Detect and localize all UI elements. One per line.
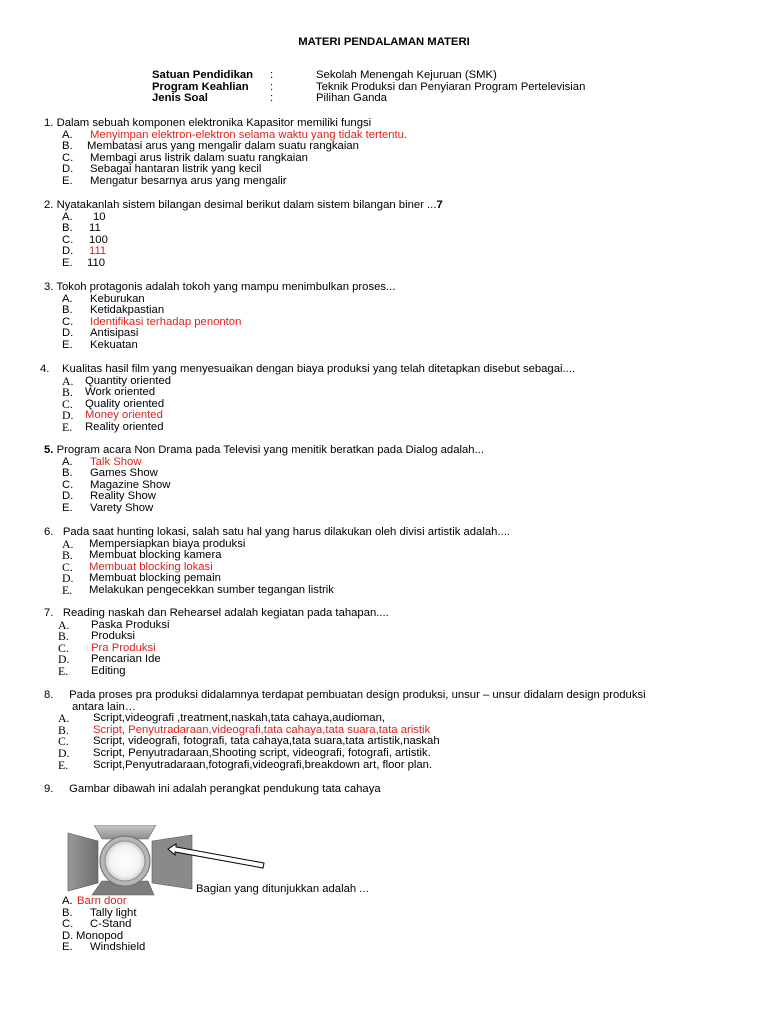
question-number: 9.	[44, 783, 54, 795]
option-text: Work oriented	[85, 386, 156, 399]
option-text: Pencarian Ide	[91, 653, 161, 666]
question-stem-line-2: antara lain…	[72, 700, 137, 713]
option-letter: D.	[62, 163, 74, 176]
option-text: Sebagai hantaran listrik yang kecil	[90, 163, 262, 176]
question-text: Nyatakanlah sistem bilangan desimal berikut dalam sistem bilangan biner ...	[56, 199, 437, 211]
option-text: Barn door	[77, 895, 127, 907]
question-stem	[44, 784, 381, 796]
option-text: Script, Penyutradaraan,videografi,tata cahaya,tata suara,tata aristik	[93, 723, 431, 736]
option-letter: A.	[62, 292, 73, 305]
meta-value: Teknik Produksi dan Penyiaran Program Pertelevisian	[316, 80, 586, 93]
question-number: 8.	[44, 689, 54, 701]
question-stem	[44, 445, 484, 457]
option-text: Membatasi arus yang mengalir dalam suatu rangkaian	[87, 140, 359, 153]
option-letter: C.	[62, 478, 74, 491]
option-letter: D.	[62, 327, 74, 340]
option-letter: B.	[62, 222, 73, 235]
option-letter: D.	[62, 929, 74, 942]
option-letter: A.	[58, 617, 70, 632]
option-letter: E.	[62, 339, 73, 351]
option-letter: E.	[62, 257, 73, 269]
question-number: 7.	[44, 607, 54, 619]
option-text: Mempersiapkan biaya produksi	[89, 537, 246, 550]
option-text: Script, Penyutradaraan,Shooting script, videografi, fotografi, artistik.	[93, 747, 431, 759]
option-text: Ketidakpastian	[90, 304, 165, 317]
option-letter: B.	[62, 467, 73, 480]
question-stem	[44, 690, 646, 702]
option-letter: C.	[62, 559, 73, 574]
option-letter: E.	[62, 941, 73, 954]
question-number: 1.	[44, 117, 54, 129]
option-text: Script,videografi ,treatment,naskah,tata cahaya,audioman,	[93, 712, 386, 725]
option-letter: B.	[58, 629, 69, 644]
meta-sep: :	[270, 69, 274, 81]
option-letter: D.	[62, 408, 74, 423]
question-stem	[40, 364, 575, 376]
option-text: Paska Produksi	[91, 618, 170, 631]
option-letter: A.	[62, 210, 73, 223]
option-text: Magazine Show	[90, 478, 171, 491]
option-letter: C.	[62, 233, 74, 246]
question-text: Pada saat hunting lokasi, salah satu hal yang harus dilakukan oleh divisi artistik adalah....	[62, 526, 510, 538]
question-text: Reading naskah dan Rehearsel adalah kegiatan pada tahapan....	[62, 607, 389, 619]
option-text: C-Stand	[90, 918, 132, 931]
option-text: Games Show	[90, 467, 158, 480]
option-letter: E.	[62, 175, 73, 187]
option-text: Tally light	[90, 906, 137, 919]
option-letter: A.	[62, 895, 73, 907]
option-text: Reality Show	[90, 490, 156, 503]
option-letter: B.	[62, 385, 73, 400]
option-text: Script, videografi, fotografi, tata cahaya,tata suara,tata artistik,naskah	[93, 735, 440, 748]
question-number: 6.	[44, 526, 54, 538]
option-letter: C.	[62, 315, 74, 328]
option-text: Talk Show	[90, 455, 142, 468]
option-text: Keburukan	[90, 292, 145, 305]
option-letter: C.	[62, 151, 74, 164]
option-letter: B.	[62, 548, 73, 563]
option-letter: A.	[62, 128, 73, 141]
option-letter: A.	[62, 536, 74, 551]
question-text: Dalam sebuah komponen elektronika Kapasitor memiliki fungsi	[56, 117, 372, 129]
option-text: Reality oriented	[85, 421, 164, 433]
option-letter: A.	[62, 373, 74, 388]
option-text: Quality oriented	[85, 397, 165, 410]
option-text: Windshield	[90, 941, 146, 954]
option-letter: B.	[62, 906, 73, 919]
option-letter: C.	[62, 918, 74, 931]
option-text: 10	[93, 210, 106, 223]
meta-sep: :	[270, 92, 274, 105]
option-text: Mengatur besarnya arus yang mengalir	[90, 175, 287, 187]
option-text: Identifikasi terhadap penonton	[90, 315, 242, 328]
option-text: 11	[89, 222, 101, 235]
meta-sep: :	[270, 80, 274, 93]
option-letter: C.	[62, 396, 73, 411]
option-text: Membuat blocking pemain	[89, 572, 221, 585]
question-text: Kualitas hasil film yang menyesuaikan dengan biaya produksi yang telah ditetapkan disebut sebagai....	[61, 363, 576, 375]
option-text: 110	[87, 257, 106, 269]
question-stem	[44, 118, 371, 130]
option-letter: E.	[58, 664, 69, 678]
option-letter: D.	[58, 746, 70, 760]
option-text: Antisipasi	[90, 327, 139, 340]
option-text: Melakukan pengecekkan sumber tegangan listrik	[89, 584, 334, 596]
question-text-bold: 7	[436, 199, 443, 211]
option-letter: D.	[58, 652, 70, 667]
option-text: Quantity oriented	[85, 374, 172, 387]
option-text: Membagi arus listrik dalam suatu rangkaian	[90, 151, 308, 164]
meta-label: Satuan Pendidikan	[152, 69, 254, 81]
question-text: Pada proses pra produksi didalamnya terdapat pembuatan design produksi, unsur – unsur didalam design produksi	[69, 689, 646, 701]
question-number: 2.	[44, 199, 54, 211]
option-letter: B.	[58, 722, 69, 737]
question-number: 3.	[44, 281, 54, 293]
option-text: Membuat blocking kamera	[89, 549, 222, 562]
page-title: MATERI PENDALAMAN MATERI	[298, 36, 470, 48]
question-text: Gambar dibawah ini adalah perangkat pendukung tata cahaya	[69, 783, 381, 795]
option-text: Script,Penyutradaraan,fotografi,videografi,breakdown art, floor plan.	[93, 758, 433, 771]
question-text: Tokoh protagonis adalah tokoh yang mampu menimbulkan proses...	[56, 281, 396, 293]
question-stem	[44, 527, 510, 539]
option-text: Money oriented	[85, 409, 163, 422]
option-letter: E.	[62, 420, 73, 434]
option-letter: A.	[62, 455, 73, 468]
meta-value: Sekolah Menengah Kejuruan (SMK)	[316, 69, 497, 81]
question-stem	[44, 200, 443, 212]
meta-value: Pilihan Ganda	[316, 92, 387, 105]
option-text: Produksi	[91, 630, 135, 643]
option-letter: D.	[62, 245, 74, 258]
option-letter: D.	[62, 571, 74, 586]
option-text: Kekuatan	[90, 339, 138, 351]
option-text: Menyimpan elektron-elektron selama waktu yang tidak tertentu.	[90, 128, 408, 141]
option-letter: A.	[58, 711, 70, 726]
option-letter: C.	[58, 640, 69, 655]
question-stem	[44, 282, 395, 294]
meta-label: Program Keahlian	[152, 80, 249, 93]
question-stem	[44, 608, 389, 620]
option-letter: E.	[62, 583, 73, 597]
meta-label: Jenis Soal	[152, 92, 208, 105]
option-letter: B.	[62, 140, 73, 153]
option-text: Pra Produksi	[91, 641, 156, 654]
option-text: Varety Show	[90, 502, 154, 514]
option-letter: B.	[62, 304, 73, 317]
image-caption: Bagian yang ditunjukkan adalah ...	[196, 883, 369, 895]
option-letter: E.	[58, 757, 69, 772]
question-text: Program acara Non Drama pada Televisi yang menitik beratkan pada Dialog adalah...	[56, 444, 484, 456]
option-text: Membuat blocking lokasi	[89, 560, 213, 573]
option-text: Editing	[91, 665, 126, 677]
option-text: 111	[89, 245, 107, 258]
option-letter: C.	[58, 734, 69, 749]
question-number: 5.	[44, 444, 54, 456]
option-text: 100	[89, 233, 108, 246]
option-letter: D.	[62, 490, 74, 503]
question-number: 4.	[40, 363, 50, 375]
option-letter: E.	[62, 502, 73, 514]
option-text: Monopod	[76, 929, 124, 942]
